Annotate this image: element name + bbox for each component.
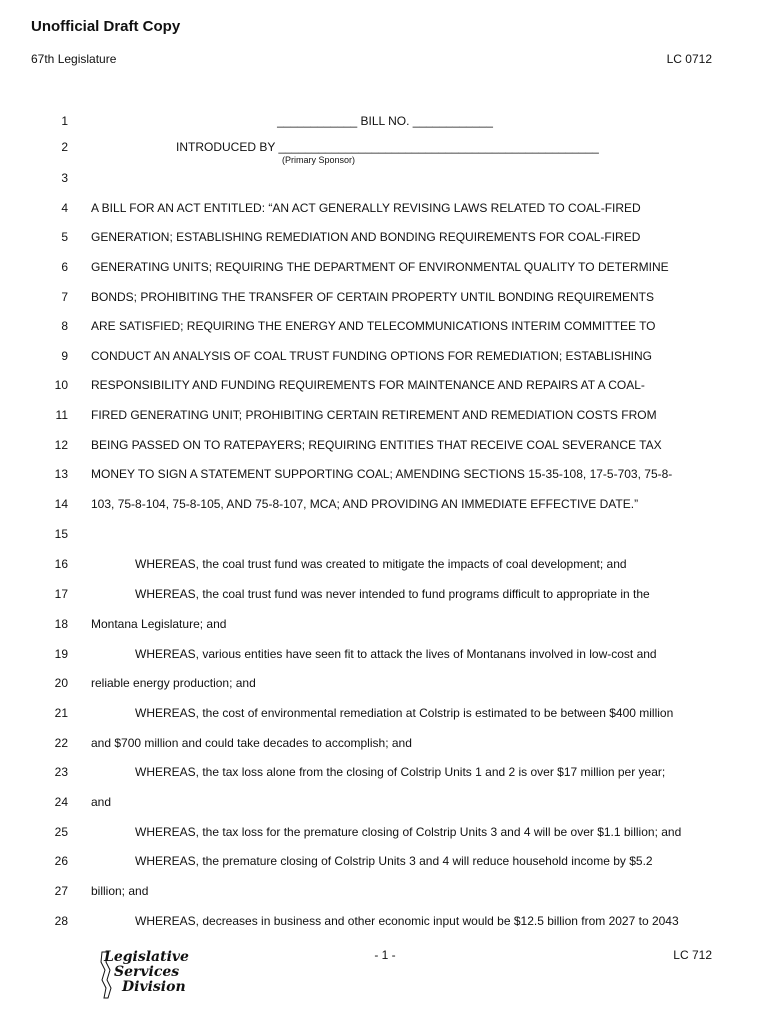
whereas-line: WHEREAS, decreases in business and other economic input would be $12.5 billion from 2027 to 2043 xyxy=(135,914,679,928)
logo-text-services: Services xyxy=(114,964,180,980)
line-number: 5 xyxy=(61,230,68,244)
line-number: 11 xyxy=(55,408,68,422)
bill-title-line: A BILL FOR AN ACT ENTITLED: “AN ACT GENERALLY REVISING LAWS RELATED TO COAL-FIRED xyxy=(91,201,641,215)
line-number: 18 xyxy=(54,617,68,631)
body-text-line: and xyxy=(91,795,112,809)
line-number: 15 xyxy=(54,527,68,541)
bill-title-line: BONDS; PROHIBITING THE TRANSFER OF CERTAIN PROPERTY UNTIL BONDING REQUIREMENTS xyxy=(91,290,654,304)
bill-number-line: ____________ BILL NO. ____________ xyxy=(277,114,493,128)
introduced-by-line: INTRODUCED BY ________________________________________________ xyxy=(176,140,599,154)
line-number: 28 xyxy=(54,914,68,928)
line-number: 17 xyxy=(54,587,68,601)
line-number: 13 xyxy=(54,467,68,481)
page-number: - 1 - xyxy=(374,948,396,962)
whereas-line: WHEREAS, the tax loss alone from the closing of Colstrip Units 1 and 2 is over $17 million per year; xyxy=(135,765,666,779)
line-number: 9 xyxy=(61,349,68,363)
line-number: 10 xyxy=(54,378,68,392)
line-number: 23 xyxy=(54,765,68,779)
line-number: 21 xyxy=(54,706,68,720)
line-number: 27 xyxy=(54,884,68,898)
line-number: 19 xyxy=(54,647,68,661)
line-number: 6 xyxy=(61,260,68,274)
bill-title-line: ARE SATISFIED; REQUIRING THE ENERGY AND TELECOMMUNICATIONS INTERIM COMMITTEE TO xyxy=(91,319,656,333)
bill-title-line: FIRED GENERATING UNIT; PROHIBITING CERTAIN RETIREMENT AND REMEDIATION COSTS FROM xyxy=(91,408,657,422)
body-text-line: billion; and xyxy=(91,884,149,898)
bill-title-line: GENERATION; ESTABLISHING REMEDIATION AND BONDING REQUIREMENTS FOR COAL-FIRED xyxy=(91,230,641,244)
whereas-line: WHEREAS, the tax loss for the premature closing of Colstrip Units 3 and 4 will be over $1.1 billion; and xyxy=(135,825,682,839)
line-number: 7 xyxy=(61,290,68,304)
line-number: 25 xyxy=(54,825,68,839)
bill-title-line: 103, 75-8-104, 75-8-105, AND 75-8-107, MCA; AND PROVIDING AN IMMEDIATE EFFECTIVE DATE.” xyxy=(91,497,639,511)
whereas-line: WHEREAS, the coal trust fund was created to mitigate the impacts of coal development; and xyxy=(135,557,627,571)
line-number: 26 xyxy=(54,854,68,868)
line-number: 12 xyxy=(54,438,68,452)
body-text-line: and $700 million and could take decades to accomplish; and xyxy=(91,736,412,750)
bill-title-line: MONEY TO SIGN A STATEMENT SUPPORTING COAL; AMENDING SECTIONS 15-35-108, 17-5-703, 75-8- xyxy=(91,467,673,481)
bill-title-line: BEING PASSED ON TO RATEPAYERS; REQUIRING ENTITIES THAT RECEIVE COAL SEVERANCE TAX xyxy=(91,438,662,452)
bill-title-line: CONDUCT AN ANALYSIS OF COAL TRUST FUNDING OPTIONS FOR REMEDIATION; ESTABLISHING xyxy=(91,349,652,363)
draft-title: Unofficial Draft Copy xyxy=(31,18,181,35)
line-number: 3 xyxy=(61,171,68,185)
logo-text-division: Division xyxy=(122,979,186,995)
body-text-line: Montana Legislature; and xyxy=(91,617,227,631)
lc-code-header: LC 0712 xyxy=(666,52,712,66)
line-number: 8 xyxy=(61,319,68,333)
whereas-line: WHEREAS, the coal trust fund was never intended to fund programs difficult to appropriate in the xyxy=(135,587,650,601)
whereas-line: WHEREAS, various entities have seen fit to attack the lives of Montanans involved in low-cost and xyxy=(135,647,657,661)
bill-title-line: GENERATING UNITS; REQUIRING THE DEPARTMENT OF ENVIRONMENTAL QUALITY TO DETERMINE xyxy=(91,260,669,274)
line-number: 4 xyxy=(61,201,68,215)
logo-text-legislative: Legislative xyxy=(104,949,189,965)
line-number: 2 xyxy=(61,140,68,154)
lc-code-footer: LC 712 xyxy=(673,948,712,962)
line-number: 20 xyxy=(54,676,68,690)
line-number: 14 xyxy=(54,497,68,511)
line-number: 1 xyxy=(61,114,68,128)
primary-sponsor-note: (Primary Sponsor) xyxy=(282,155,356,165)
legislature-label: 67th Legislature xyxy=(31,52,117,66)
line-number: 22 xyxy=(54,736,68,750)
bill-title-line: RESPONSIBILITY AND FUNDING REQUIREMENTS FOR MAINTENANCE AND REPAIRS AT A COAL- xyxy=(91,378,645,392)
line-number: 16 xyxy=(54,557,68,571)
line-number: 24 xyxy=(54,795,68,809)
whereas-line: WHEREAS, the premature closing of Colstrip Units 3 and 4 will reduce household income by $5.2 xyxy=(135,854,653,868)
whereas-line: WHEREAS, the cost of environmental remediation at Colstrip is estimated to be between $400 million xyxy=(135,706,674,720)
body-text-line: reliable energy production; and xyxy=(91,676,256,690)
